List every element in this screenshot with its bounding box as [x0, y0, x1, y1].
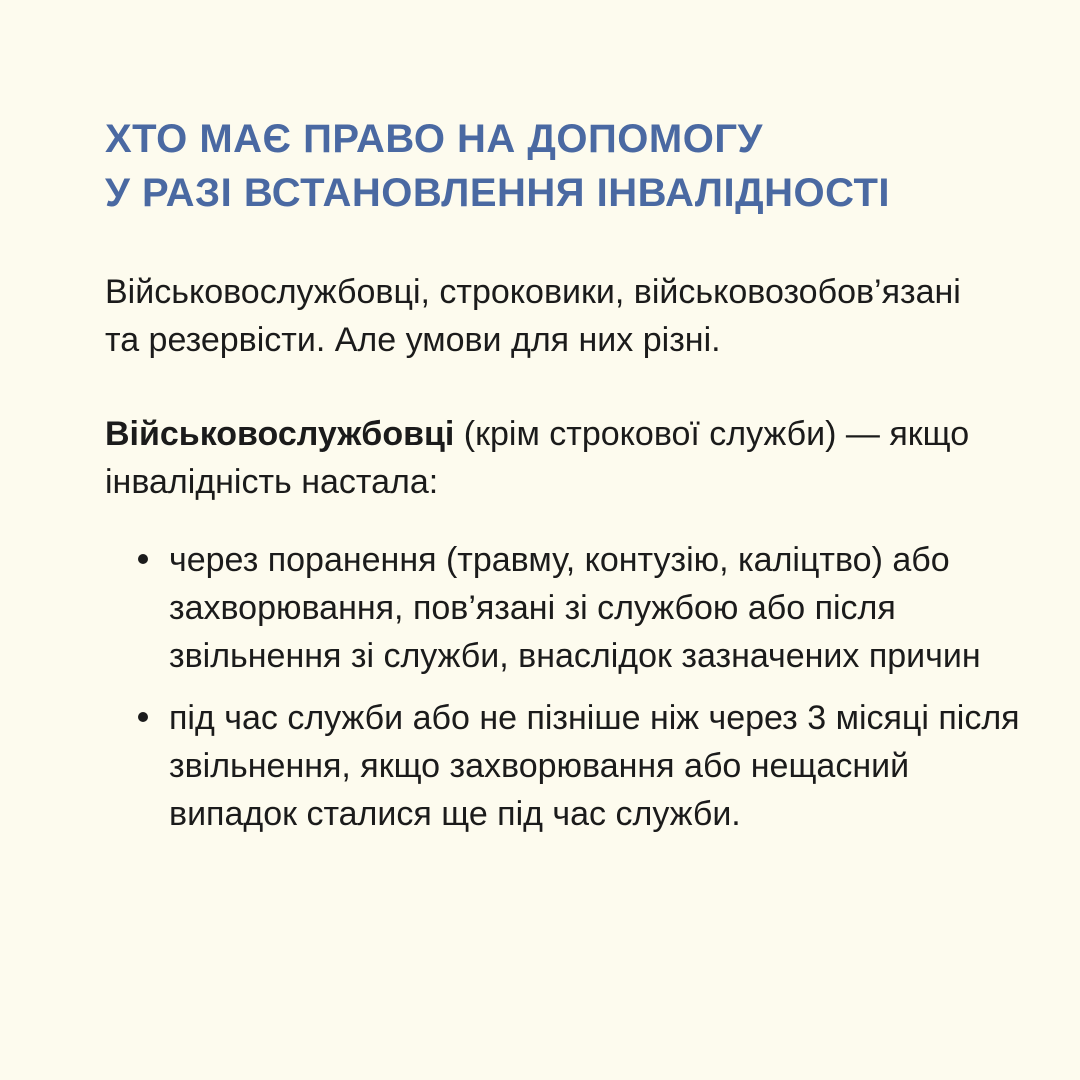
conditions-list	[105, 536, 1020, 838]
list-item	[105, 536, 1020, 680]
bullet-icon	[138, 712, 148, 722]
list-item	[105, 694, 1020, 838]
page-title-line-2: У РАЗІ ВСТАНОВЛЕННЯ ІНВАЛІДНОСТІ	[105, 171, 891, 215]
eligibility-lead	[105, 410, 985, 506]
page-title	[105, 112, 1020, 220]
condition-text: під час служби або не пізніше ніж через 3 місяці після звільнення, якщо захворювання або нещасний випадок сталися ще під час служби.	[169, 699, 1020, 833]
eligibility-lead-rest: (крім строкової служби) — якщо інвалідність настала:	[105, 415, 970, 501]
condition-text: через поранення (травму, контузію, каліцтво) або захворювання, пов’язані зі службою або після звільнення зі служби, внаслідок зазначених причин	[169, 541, 981, 675]
category-name: Військовослужбовці	[105, 415, 455, 453]
page-title-line-1: ХТО МАЄ ПРАВО НА ДОПОМОГУ	[105, 117, 763, 161]
intro-paragraph: Військовослужбовці, строковики, військовозобов’язані та резервісти. Але умови для них різні.	[105, 273, 961, 359]
bullet-icon	[138, 554, 148, 564]
